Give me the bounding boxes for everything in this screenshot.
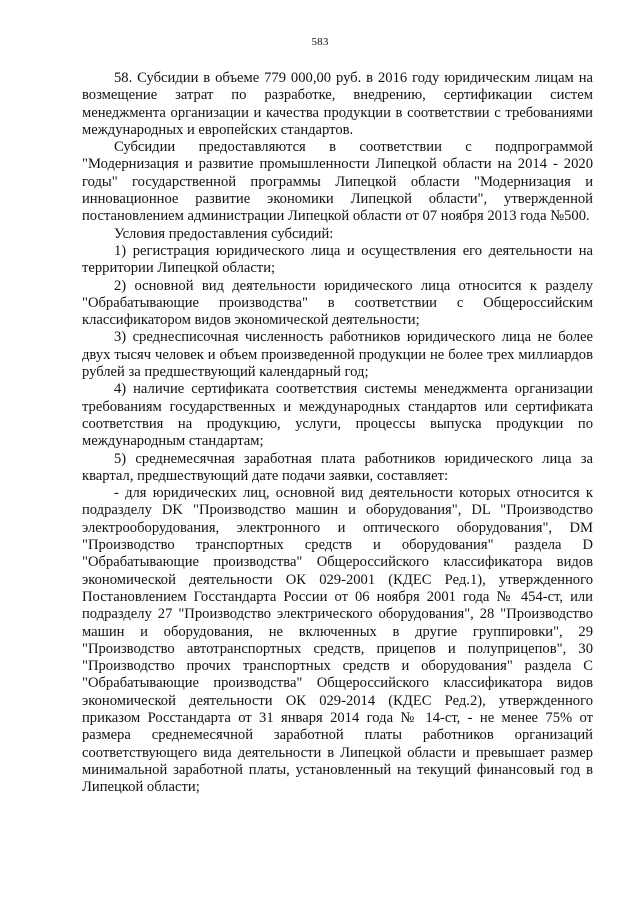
paragraph-condition-5-detail: - для юридических лиц, основной вид деятельности которых относится к подразделу DK "Производство машин и оборудования", DL "Производство электрооборудования, электронного и оптического оборудования", DM "Производство транспортных средств и оборудования" раздела D "Обрабатывающие производства" Общероссийского классификатора видов экономической деятельности ОК 029-2001 (КДЕС Ред.1), утвержденного Постановлением Госстандарта России от 06 ноября 2001 года № 454-ст, или подразделу 27 "Производство электрического оборудования", 28 "Производство машин и оборудования, не включенных в другие группировки", 29 "Производство автотранспортных средств, прицепов и полуприцепов", 30 "Производство прочих транспортных средств и оборудования" раздела С "Обрабатывающие производства" Общероссийского классификатора видов экономической деятельности ОК 029-2014 (КДЕС Ред.2), утвержденного приказом Росстандарта от 31 января 2014 года № 14-ст, - не менее 75% от размера среднемесячной заработной платы работников организаций соответствующего вида деятельности в Липецкой области и превышает размер минимальной заработной платы, установленный на текущий финансовый год в Липецкой области; [82,485,593,796]
paragraph-condition-4: 4) наличие сертификата соответствия системы менеджмента организации требованиям государственных и международных стандартов или сертификата соответствия на продукцию, услуги, процессы выпуска продукции по международным стандартам; [82,381,593,450]
paragraph-condition-1: 1) регистрация юридического лица и осуществления его деятельности на территории Липецкой области; [82,242,593,277]
paragraph-conditions-heading: Условия предоставления субсидий: [114,225,334,242]
paragraph-condition-2: 2) основной вид деятельности юридического лица относится к разделу "Обрабатывающие производства" в соответствии с Общероссийским классификатором видов экономической деятельности; [82,277,593,329]
page-number: 583 [311,36,329,48]
paragraph-item-58: 58. Субсидии в объеме 779 000,00 руб. в 2016 году юридическим лицам на возмещение затрат по разработке, внедрению, сертификации систем менеджмента организации и качества продукции в соответствии с требованиями международных и европейских стандартов. [82,70,593,138]
paragraph-condition-5: 5) среднемесячная заработная плата работников юридического лица за квартал, предшествующий дате подачи заявки, составляет: [82,450,593,484]
paragraph-subprogram: Субсидии предоставляются в соответствии с подпрограммой "Модернизация и развитие промышленности Липецкой области на 2014 - 2020 годы" государственной программы Липецкой области "Модернизация и инновационное развитие экономики Липецкой области", утвержденной постановлением администрации Липецкой области от 07 ноября 2013 года №500. [82,139,593,225]
document-body [82,70,593,796]
paragraph-condition-3: 3) среднесписочная численность работников юридического лица не более двух тысяч человек и объем произведенной продукции не более трех миллиардов рублей за предшествующий календарный год; [82,329,593,381]
